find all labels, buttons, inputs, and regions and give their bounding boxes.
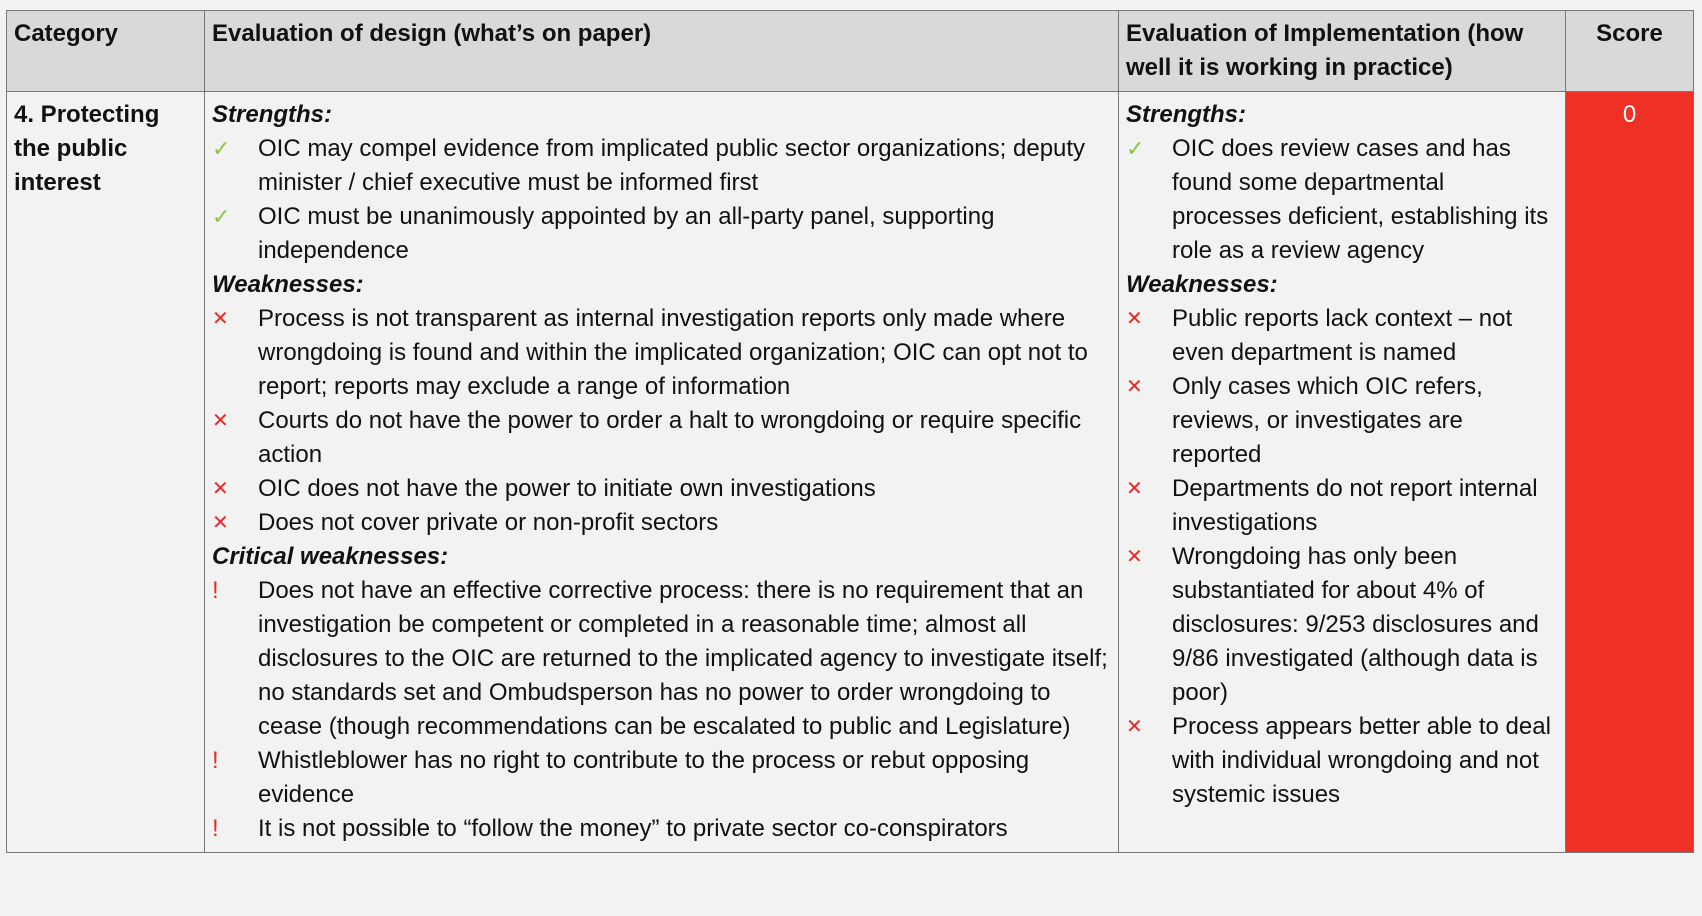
list-item [212,200,1111,268]
implementation-cell [1119,92,1566,853]
exclamation-icon: ! [212,815,219,842]
list-item [1126,370,1558,472]
list-item [212,506,1111,540]
header-score: Score [1566,11,1694,92]
design-strengths-label: Strengths: [212,101,332,128]
list-item [1126,132,1558,268]
cross-icon: ✕ [1126,546,1143,568]
table-row [7,92,1694,853]
list-item [1126,302,1558,370]
design-weaknesses-list [212,302,1111,540]
cross-icon: ✕ [1126,308,1143,330]
header-implementation: Evaluation of Implementation (how well it is working in practice) [1119,11,1566,92]
exclamation-icon: ! [212,577,219,604]
cross-icon: ✕ [1126,716,1143,738]
list-item [212,132,1111,200]
header-row [7,11,1694,92]
cross-icon: ✕ [1126,376,1143,398]
design-critical-list [212,574,1111,846]
impl-weaknesses-list [1126,302,1558,812]
design-critical-label: Critical weaknesses: [212,543,449,570]
cross-icon: ✕ [212,478,229,500]
list-item-text: Does not cover private or non-profit sectors [258,509,719,536]
check-icon: ✓ [212,204,231,229]
list-item-text: OIC does review cases and has found some departmental processes deficient, establishing its role as a review agency [1172,135,1549,264]
list-item [212,744,1111,812]
list-item-text: Process appears better able to deal with individual wrongdoing and not systemic issues [1172,713,1551,808]
list-item [212,404,1111,472]
list-item [212,812,1111,846]
impl-strengths-list [1126,132,1558,268]
list-item-text: Departments do not report internal investigations [1172,475,1538,536]
impl-strengths-label: Strengths: [1126,101,1246,128]
list-item [212,472,1111,506]
list-item-text: OIC does not have the power to initiate own investigations [258,475,876,502]
list-item-text: OIC may compel evidence from implicated public sector organizations; deputy minister / chief executive must be informed first [258,135,1086,196]
list-item [212,574,1111,744]
impl-weaknesses-label: Weaknesses: [1126,271,1278,298]
list-item-text: Wrongdoing has only been substantiated for about 4% of disclosures: 9/253 disclosures and 9/86 investigated (although data is poor) [1172,543,1539,706]
list-item-text: Public reports lack context – not even department is named [1172,305,1513,366]
check-icon: ✓ [1126,136,1145,161]
cross-icon: ✕ [212,410,229,432]
list-item-text: OIC must be unanimously appointed by an all-party panel, supporting independence [258,203,995,264]
list-item-text: Whistleblower has no right to contribute to the process or rebut opposing evidence [258,747,1030,808]
evaluation-table [6,10,1694,853]
header-design: Evaluation of design (what’s on paper) [205,11,1119,92]
list-item-text: Process is not transparent as internal investigation reports only made where wrongdoing is found and within the implicated organization; OIC can opt not to report; reports may exclude a range of information [258,305,1088,400]
list-item-text: Does not have an effective corrective process: there is no requirement that an investigation be competent or completed in a reasonable time; almost all disclosures to the OIC are returned to the implicated agency to investigate itself; no standards set and Ombudsperson has no power to order wrongdoing to cease (though recommendations can be escalated to public and Legislature) [258,577,1108,740]
list-item-text: Only cases which OIC refers, reviews, or investigates are reported [1172,373,1483,468]
cross-icon: ✕ [212,512,229,534]
exclamation-icon: ! [212,747,219,774]
list-item [1126,540,1558,710]
check-icon: ✓ [212,136,231,161]
design-weaknesses-label: Weaknesses: [212,271,364,298]
list-item [1126,710,1558,812]
category-cell: 4. Protecting the public interest [7,92,205,853]
header-category: Category [7,11,205,92]
list-item-text: It is not possible to “follow the money” to private sector co-conspirators [258,815,1008,842]
score-cell: 0 [1566,92,1694,853]
list-item-text: Courts do not have the power to order a halt to wrongdoing or require specific action [258,407,1082,468]
list-item [212,302,1111,404]
cross-icon: ✕ [1126,478,1143,500]
list-item [1126,472,1558,540]
design-cell [205,92,1119,853]
design-strengths-list [212,132,1111,268]
cross-icon: ✕ [212,308,229,330]
